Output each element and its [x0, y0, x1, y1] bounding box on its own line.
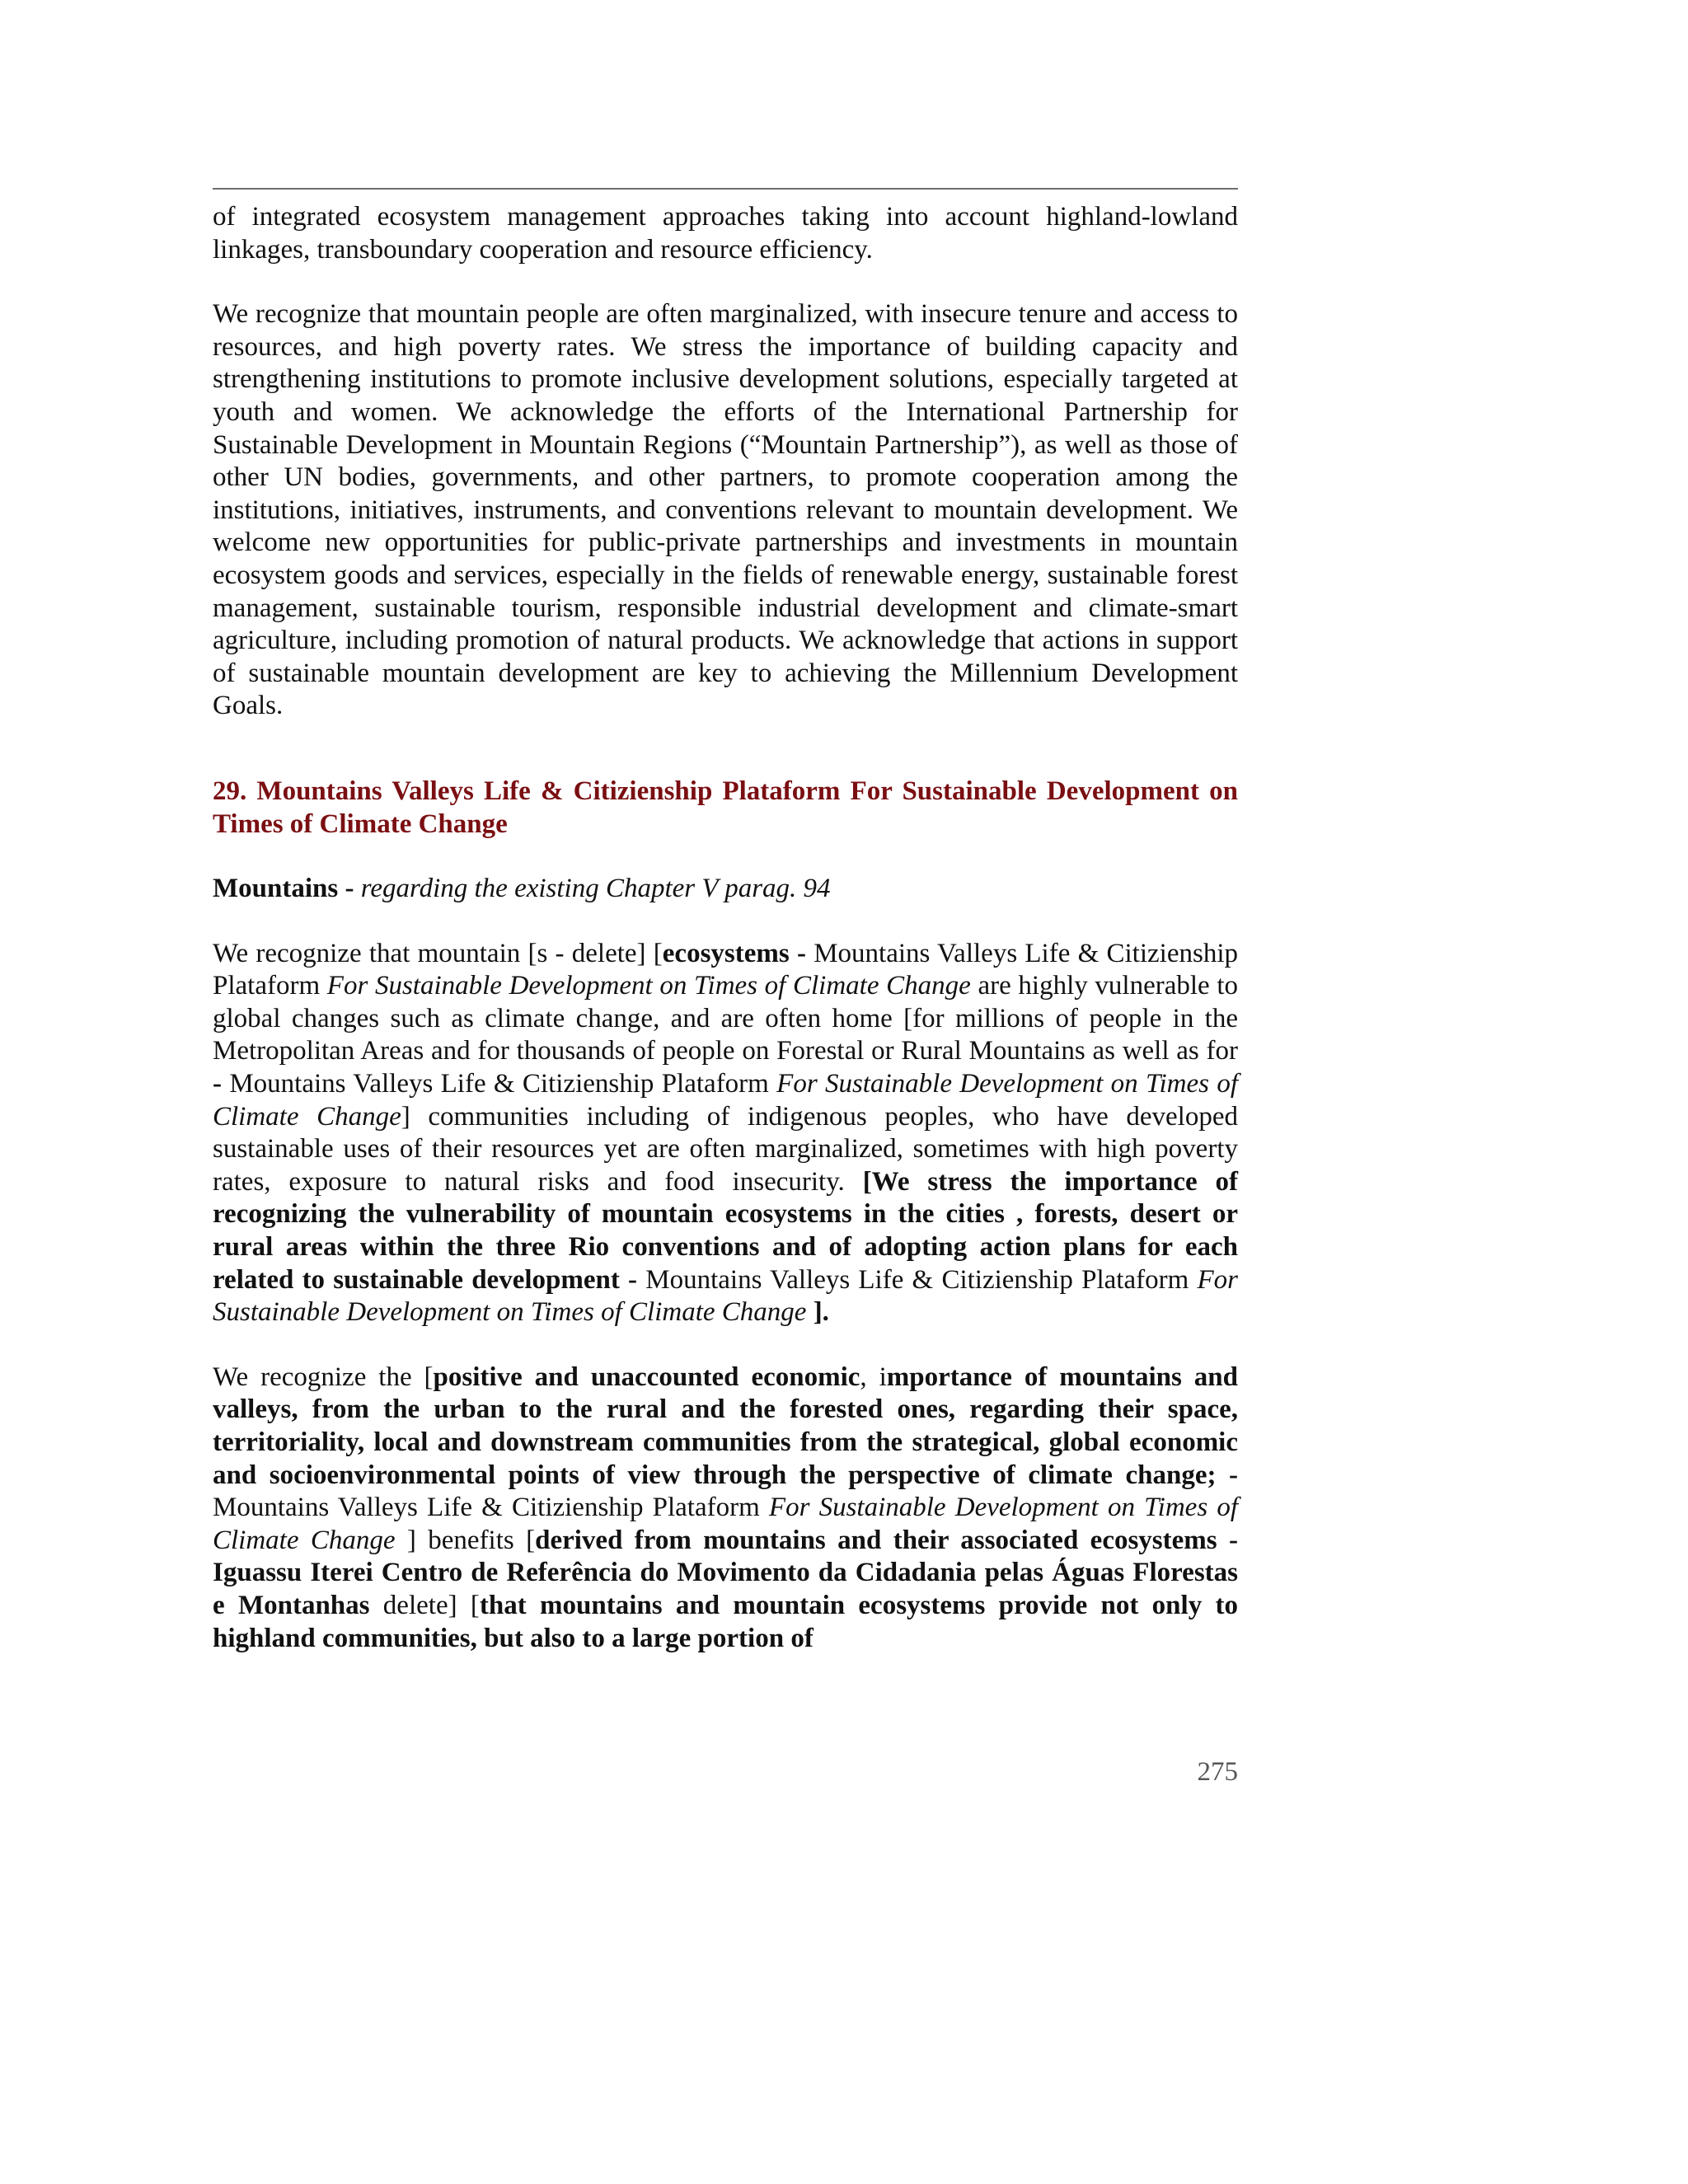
text-run: We recognize the [ [213, 1361, 434, 1392]
text-run: Mountains Valleys Life & Citizienship Plataform [213, 1493, 769, 1523]
page-number: 275 [1197, 1757, 1238, 1787]
bold-run: derived from mountains and their associated ecosystems - Iguassu Iterei Centro de Referência do Movimento da Cidadania pelas Águas Florestas e Montanhas [213, 1525, 1238, 1620]
subheading [213, 873, 1238, 906]
spacer [213, 841, 1238, 873]
spacer [213, 266, 1238, 298]
subheading-italic: regarding the existing Chapter V parag. 94 [360, 874, 831, 904]
bold-run: mportance of mountains and valleys, from the urban to the rural and the forested ones, regarding their space, territoriality, local and downstream communities from the strategical, global economic and socioenvironmental points of view through the perspective of climate change; - [213, 1361, 1239, 1490]
italic-run: For Sustainable Development on Times of Climate Change [326, 971, 971, 1001]
text-run: Mountains Valleys Life & Citizienship Plataform [229, 1069, 777, 1099]
text-run: Mountains Valleys Life & Citizienship Plataform [645, 1264, 1198, 1295]
bold-run: ]. [806, 1297, 829, 1328]
text-run: delete] [ [369, 1590, 480, 1620]
italic-run: For Sustainable Development on Times of Climate Change [213, 1069, 1238, 1132]
text-run: are highly vulnerable to global changes such as climate change, and are often home [for millions of people in the Metropolitan Areas and for thousands of people on Forestal or Rural Mountains as well as for [213, 971, 1238, 1066]
paragraph-intro: of integrated ecosystem management approaches taking into account highland-lowland linkages, transboundary cooperation and resource efficiency. [213, 202, 1238, 265]
text-run: , i [860, 1361, 887, 1392]
bold-run: that mountains and mountain ecosystems provide not only to highland communities, but also to a large portion of [213, 1590, 1238, 1653]
section-heading: 29. Mountains Valleys Life & Citizienship Plataform For Sustainable Development on Times of Climate Change [213, 776, 1238, 839]
bold-run: positive and unaccounted economic [433, 1361, 860, 1392]
paragraph-positive-importance [213, 1361, 1238, 1655]
paragraph-ecosystems [213, 938, 1238, 1329]
text-run: ] benefits [ [395, 1525, 536, 1555]
spacer [213, 1329, 1238, 1361]
italic-run: For Sustainable Development on Times of Climate Change [213, 1493, 1238, 1555]
italic-run: For Sustainable Development on Times of Climate Change [213, 1264, 1238, 1328]
spacer [213, 906, 1238, 938]
top-rule [213, 188, 1238, 190]
text-run: We recognize that mountain [s - delete] [ [213, 938, 663, 968]
document-page [213, 188, 1238, 1655]
spacer [213, 723, 1238, 776]
text-run: Mountains Valleys Life & Citizienship Plataform [213, 938, 1238, 1001]
text-run: ] communities including of indigenous peoples, who have developed sustainable uses of their resources yet are often marginalized, sometimes with high poverty rates, exposure to natural risks and food insecurity. [213, 1101, 1238, 1197]
subheading-bold: Mountains - [213, 874, 361, 904]
paragraph-recognize-mountain-people: We recognize that mountain people are often marginalized, with insecure tenure and access to resources, and high poverty rates. We stress the importance of building capacity and strengthening institutions to promote inclusive development solutions, especially targeted at youth and women. We acknowledge the efforts of the International Partnership for Sustainable Development in Mountain Regions (“Mountain Partnership”), as well as those of other UN bodies, governments, and other partners, to promote cooperation among the institutions, initiatives, instruments, and conventions relevant to mountain development. We welcome new opportunities for public-private partnerships and investments in mountain ecosystem goods and services, especially in the fields of renewable energy, sustainable forest management, sustainable tourism, responsible industrial development and climate-smart agriculture, including promotion of natural products. We acknowledge that actions in support of sustainable mountain development are key to achieving the Millennium Development Goals. [213, 299, 1238, 721]
bold-run: ecosystems - [662, 938, 814, 968]
bold-run: - [213, 1069, 230, 1099]
bold-run: [We stress the importance of recognizing the vulnerability of mountain ecosystems in the cities , forests, desert or rural areas within the three Rio conventions and of adopting action plans for each related to sustainable development - [213, 1166, 1238, 1295]
